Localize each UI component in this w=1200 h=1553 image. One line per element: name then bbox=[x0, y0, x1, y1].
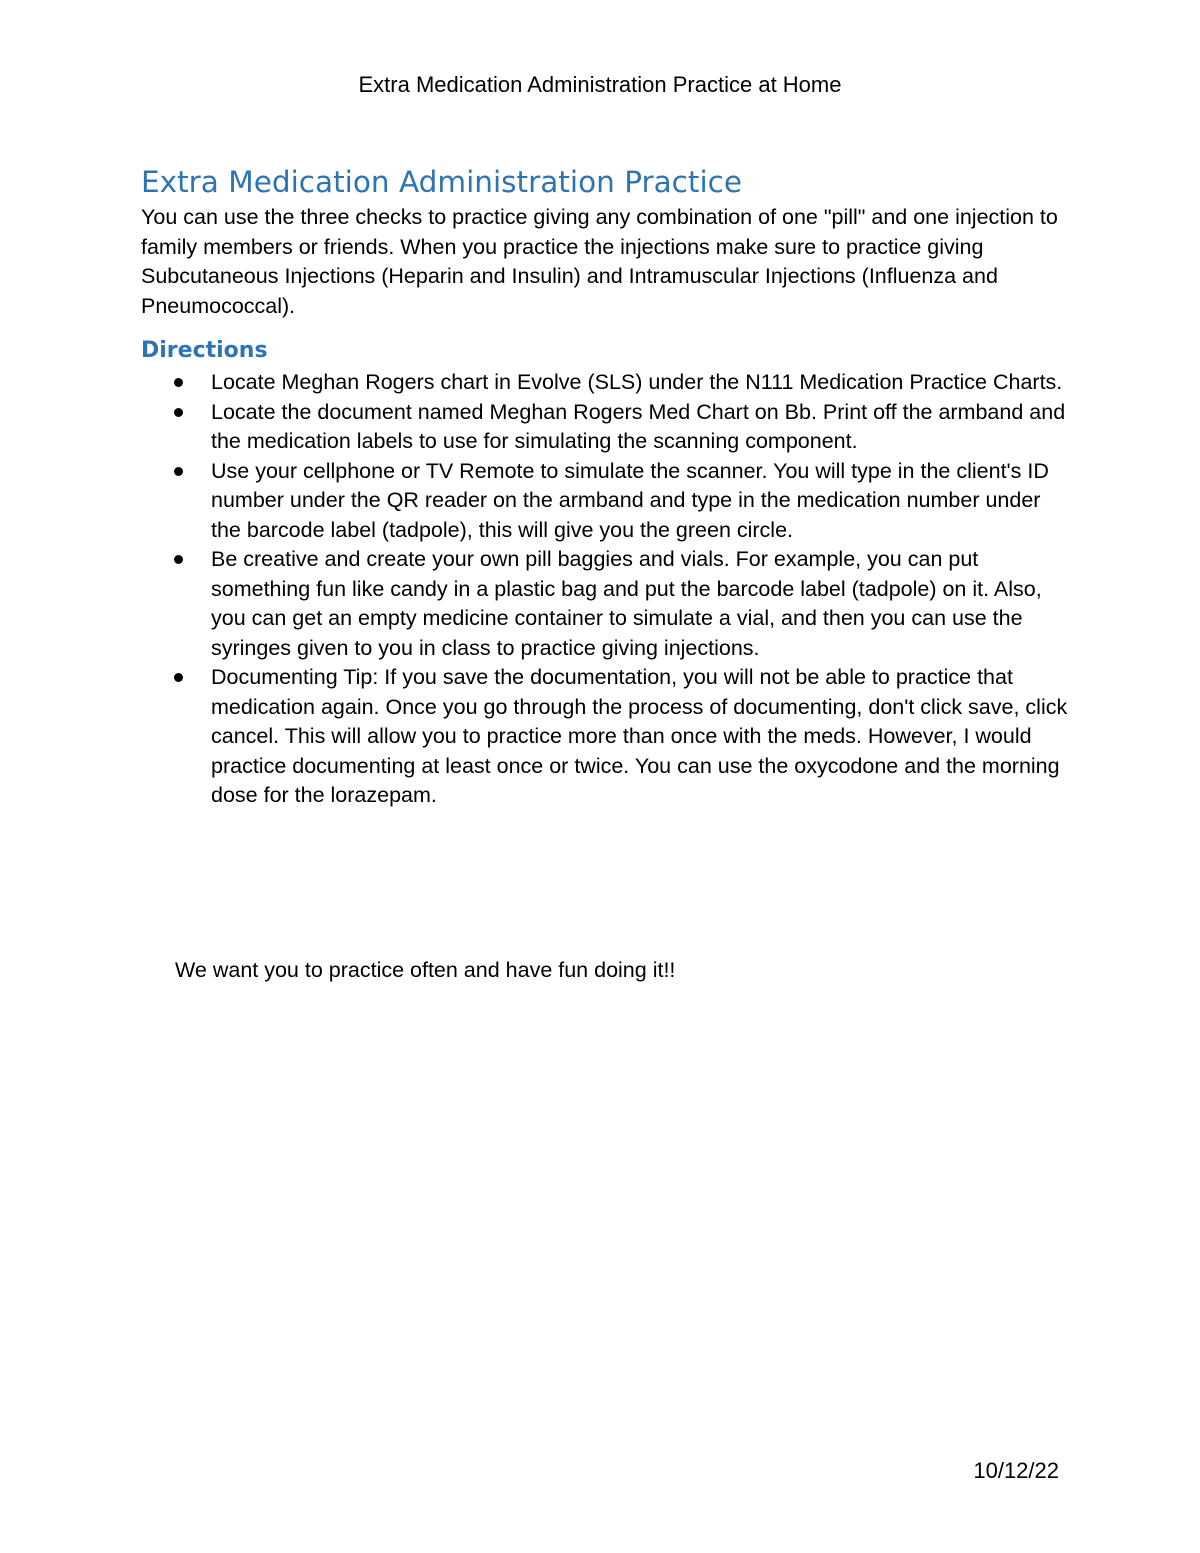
bullet-icon bbox=[174, 555, 183, 564]
bullet-icon bbox=[174, 378, 183, 387]
directions-heading: Directions bbox=[141, 338, 268, 363]
list-item bbox=[211, 398, 1071, 457]
footer-date: 10/12/22 bbox=[973, 1458, 1059, 1483]
directions-list bbox=[211, 368, 1071, 811]
bullet-icon bbox=[174, 673, 183, 682]
bullet-icon bbox=[174, 467, 183, 476]
list-item-text: Be creative and create your own pill baggies and vials. For example, you can put something fun like candy in a plastic bag and put the barcode label (tadpole) on it. Also, you can get an empty medicine container to simulate a vial, and then you can use the syringes given to you in class to practice giving injections. bbox=[211, 547, 1042, 660]
list-item bbox=[211, 545, 1071, 663]
list-item-text: Locate Meghan Rogers chart in Evolve (SLS) under the N111 Medication Practice Charts. bbox=[211, 370, 1063, 394]
list-item-text: Locate the document named Meghan Rogers Med Chart on Bb. Print off the armband and the medication labels to use for simulating the scanning component. bbox=[211, 399, 1066, 453]
page-header: Extra Medication Administration Practice at Home bbox=[358, 72, 842, 97]
list-item bbox=[211, 457, 1071, 546]
list-item bbox=[211, 663, 1071, 811]
list-item-text: Use your cellphone or TV Remote to simulate the scanner. You will type in the client's ID number under the QR reader on the armband and type in the medication number under the barcode label (tadpole), this will give you the green circle. bbox=[211, 458, 1049, 542]
closing-line: We want you to practice often and have fun doing it!! bbox=[175, 958, 676, 982]
list-item bbox=[211, 368, 1071, 398]
document-title: Extra Medication Administration Practice bbox=[141, 165, 743, 199]
bullet-icon bbox=[174, 408, 183, 417]
list-item-text: Documenting Tip: If you save the documentation, you will not be able to practice that medication again. Once you go through the process of documenting, don't click save, click cancel. This will allow you to practice more than once with the meds. However, I would practice documenting at least once or twice. You can use the oxycodone and the morning dose for the lorazepam. bbox=[211, 665, 1068, 807]
intro-paragraph: You can use the three checks to practice giving any combination of one "pill" and one injection to family members or friends. When you practice the injections make sure to practice giving Subcutaneous Injections (Heparin and Insulin) and Intramuscular Injections (Influenza and Pneumococcal). bbox=[141, 205, 1058, 318]
